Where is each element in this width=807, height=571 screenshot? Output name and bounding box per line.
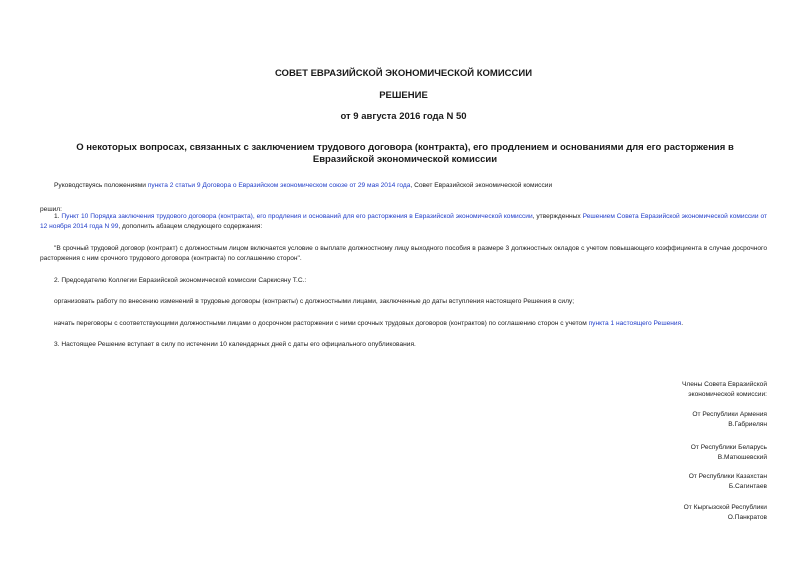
basis-prefix: Руководствуясь положениями <box>54 182 148 189</box>
item-2b-paragraph <box>40 319 767 329</box>
signatories-heading <box>507 380 767 400</box>
item-3-paragraph: 3. Настоящее Решение вступает в силу по истечении 10 календарных дней с даты его официального опубликования. <box>54 341 416 348</box>
item-1-middle: , утвержденных <box>532 213 583 220</box>
document-type: РЕШЕНИЕ <box>379 90 428 101</box>
item-1-reference-link[interactable]: пункта 1 настоящего Решения <box>588 320 682 327</box>
item-2a-paragraph: организовать работу по внесению изменений в трудовые договоры (контракты) с должностными лицами, заключенные до даты вступления настоящего Решения в силу; <box>54 298 575 305</box>
signature-belarus <box>507 443 767 463</box>
item-1-suffix: , дополнить абзацем следующего содержания: <box>118 223 263 230</box>
council-decision-99-link[interactable]: Решением Совета Евразийской экономической комиссии от 12 ноября 2014 года N 99 <box>40 213 767 230</box>
item-2b-suffix: . <box>681 320 684 327</box>
signatories-heading-line-1: Члены Совета Евразийской <box>681 381 767 388</box>
resolved-label: решил: <box>40 206 62 213</box>
signature-armenia <box>507 410 767 430</box>
procedure-item-10-link[interactable]: Пункт 10 Порядка заключения трудового договора (контракта), его продления и оснований для его расторжения в Евразийской экономической комиссии <box>61 213 533 220</box>
item-2-paragraph: 2. Председателю Коллегии Евразийской экономической комиссии Саркисяну Т.С.: <box>54 277 307 284</box>
signature-country: От Республики Казахстан <box>688 473 767 480</box>
basis-paragraph <box>40 181 767 191</box>
signature-kazakhstan <box>507 472 767 492</box>
item-1-paragraph <box>40 212 767 232</box>
treaty-link[interactable]: пункта 2 статьи 9 Договора о Евразийском экономическом союзе от 29 мая 2014 года <box>147 182 411 189</box>
document-title: О некоторых вопросах, связанных с заключением трудового договора (контракта), его продлением и основаниями для его расторжения в Евразийской экономической комиссии <box>76 142 734 165</box>
signature-country: От Республики Беларусь <box>690 444 767 451</box>
signature-country: От Кыргызской Республики <box>683 504 767 511</box>
quoted-amendment: "В срочный трудовой договор (контракт) с должностным лицом включается условие о выплате должностному лицу выходного пособия в размере 3 должностных окладов с учетом повышающего коэффициента в случае досрочного расторжения с ним срочного трудового договора (контракта) по соглашению сторон". <box>40 245 767 262</box>
signature-country: От Республики Армения <box>692 411 767 418</box>
signature-name: Б.Сагинтаев <box>728 483 767 490</box>
signatories-heading-line-2: экономической комиссии: <box>688 391 767 398</box>
item-2b-prefix: начать переговоры с соответствующими должностными лицами о досрочном расторжении с ними срочных трудовых договоров (контрактов) по соглашению сторон с учетом <box>54 320 589 327</box>
signature-name: В.Габриелян <box>728 421 767 428</box>
signature-name: О.Панкратов <box>727 514 767 521</box>
issuing-body: СОВЕТ ЕВРАЗИЙСКОЙ ЭКОНОМИЧЕСКОЙ КОМИССИИ <box>274 68 533 79</box>
item-1-number: 1. <box>54 213 62 220</box>
document-date: от 9 августа 2016 года N 50 <box>340 111 467 122</box>
signature-name: В.Матюшевский <box>717 454 767 461</box>
basis-suffix: , Совет Евразийской экономической комиссии <box>410 182 553 189</box>
signature-kyrgyzstan <box>507 503 767 523</box>
